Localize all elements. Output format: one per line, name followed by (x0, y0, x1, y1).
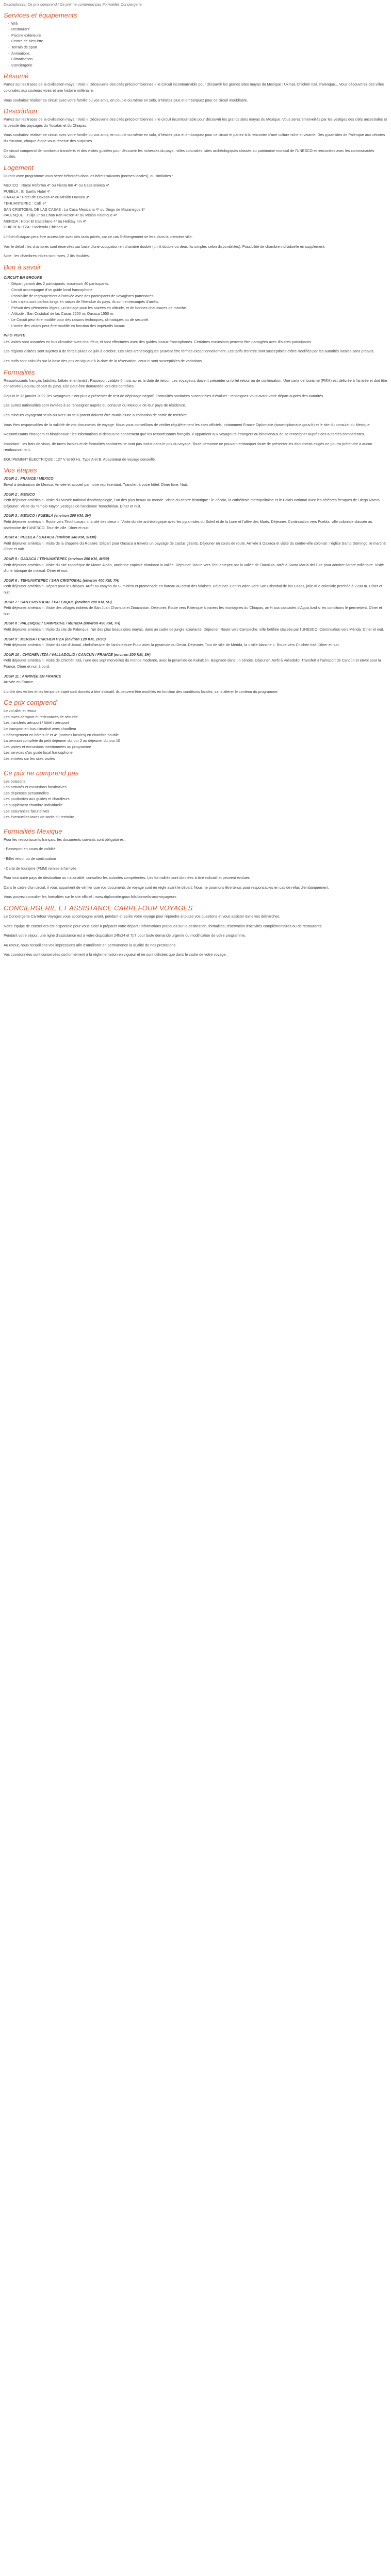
conciergerie-body (4, 913, 387, 958)
paragraph: Au retour, nous recueillons vos impressions afin d'améliorer en permanence la qualité de nos prestations. (4, 942, 176, 947)
bon-subtitle: CIRCUIT EN GROUPE (4, 275, 42, 280)
etapes-note: L'ordre des visites et les temps de trajet sont donnés à titre indicatif, ils peuvent être modifiés en fonction des conditions locales, sans altérer le contenu du programme. (4, 689, 279, 694)
paragraph: Les visites sont assurées en bus climatisé avec chauffeur, et sont effectuées avec des guides locaux francophones. Certaines excursions peuvent être partagées avec d'autres participants. (4, 339, 312, 344)
paragraph: Dans le cadre d'un circuit, il vous appartient de vérifier que vos documents de voyage sont en règle avant le départ. Nous ne pourrions être tenus pour responsables en cas de refus d'embarquement. (4, 885, 330, 890)
bon-list (4, 281, 387, 329)
list-item: CHICHEN ITZA : Hacienda Chichen 4* (4, 225, 68, 230)
list-item: - Circuit accompagné d'un guide local francophone. (8, 287, 387, 293)
description-body (4, 116, 387, 160)
day-text: Petit déjeuner américain. Route vers Teotihuacan, « la cité des dieux ». Visite du site archéologique avec les pyramides du Soleil et de la Lune et l'allée des Morts. Déjeuner. Continuation vers Puebla, ville coloniale classée au patrimoine de l'UNESCO. Tour de ville. Dîner et nuit. (4, 519, 372, 530)
formalites-mexique-title: Formalités Mexique (4, 827, 62, 835)
etapes-days (4, 476, 387, 685)
day-text: Envol à destination de Mexico. Arrivée et accueil par notre représentant. Transfert à votre hôtel. Dîner libre. Nuit. (4, 482, 188, 487)
list-item: - Les trajets sont parfois longs en raison de l'étendue du pays, ils sont entrecoupés d'arrêts. (8, 299, 387, 305)
day-heading: JOUR 2 : MEXICO (4, 492, 35, 497)
day-heading: JOUR 9 : MERIDA / CHICHEN ITZA (environ 120 KM, 2H30) (4, 636, 106, 641)
list-item: Les visites et excursions mentionnées au programme (4, 744, 91, 749)
paragraph: Vous souhaitez réaliser ce circuit avec votre famille ou vos amis, en couple ou même en solo, n'hésitez plus et embarquez pour ce circuit inoubliable. (4, 97, 248, 103)
list-item: - Prévoir des vêtements légers, un lainage pour les soirées en altitude, et de bonnes chaussures de marche. (8, 305, 387, 311)
day-heading: JOUR 10 : CHICHEN ITZA / VALLADOLID / CANCUN / FRANCE (environ 200 KM, 3H) (4, 652, 151, 657)
list-item: Les activités et excursions facultatives (4, 785, 67, 790)
logement-hotels (4, 182, 387, 234)
day-heading: JOUR 1 : FRANCE / MEXICO (4, 476, 54, 481)
list-item: - Possibilité de regroupement à l'arrivée avec des participants de voyagistes partenaires. (8, 293, 387, 299)
list-item: - Terrain de sport (8, 44, 387, 50)
list-item: - Restaurant (8, 26, 387, 32)
paragraph: Ressortissants français (adultes, bébés et enfants) : Passeport valable 6 mois après la date de retour. Les voyageurs doivent présenter un billet retour ou de continuation. Une carte de tourisme (FMM) est délivrée à l'arrivée et doit être conservée jusqu'au départ du pays. Elle peut être demandée lors des contrôles. (4, 378, 387, 389)
list-item: L'hébergement en hôtels 3* et 4* (normes locales) en chambre double (4, 732, 119, 737)
paragraph: Note : les chambres triples sont rares, 2 lits doubles. (4, 253, 90, 259)
prix-comprend-list (4, 708, 387, 765)
services-list (4, 21, 387, 69)
list-item: - L'ordre des visites peut être modifié en fonction des impératifs locaux. (8, 323, 387, 329)
day-text: Petit déjeuner américain. Visite du site d'Uxmal, chef-d'œuvre de l'architecture Puuc avec la pyramide du Devin. Déjeuner. Tour de ville de Mérida, la « ville blanche ». Route vers Chichén Itzá. Dîner et nuit. (4, 642, 340, 648)
paragraph: Ressortissants étrangers et binationaux : les informations ci-dessus ne concernent que les ressortissants français. Il appartient aux voyageurs étrangers ou binationaux de se renseigner auprès des autorités compétentes. (4, 432, 365, 437)
paragraph: - Passeport en cours de validité (4, 846, 56, 852)
list-item: OAXACA : Hotel de Oaxaca 4* ou Misión Oaxaca 3* (4, 195, 90, 200)
list-item: MEXICO : Royal Reforma 4* ou Fiesta Inn 4* ou Casa Blanca 4* (4, 183, 109, 188)
paragraph: Les tarifs sont calculés sur la base des prix en vigueur à la date de la réservation, ceux-ci sont susceptibles de variations. (4, 358, 203, 363)
day-heading: JOUR 8 : PALENQUE / CAMPECHE / MERIDA (environ 490 KM, 7H) (4, 621, 121, 626)
paragraph: ÉQUIPEMENT ÉLECTRIQUE : 127 V et 60 Hz. Type A et B. Adaptateur de voyage conseillé. (4, 456, 156, 462)
resume-body (4, 81, 387, 103)
list-item: - Climatisation (8, 56, 387, 62)
paragraph: Vos coordonnées sont conservées conformément à la réglementation en vigueur et ne sont utilisées que dans le cadre de votre voyage. (4, 952, 227, 957)
day-text: Petit déjeuner américain. Visite du site de Palenque, l'un des plus beaux sites mayas, dans un cadre de jungle luxuriante. Déjeuner. Route vers Campeche, ville fortifiée classée par l'UNESCO. Continuation vers Mérida. Dîner et nuit. (4, 626, 384, 632)
list-item: Le vol aller et retour (4, 708, 37, 714)
paragraph: Pour les ressortissants français, les documents suivants sont obligatoires : (4, 837, 126, 842)
paragraph: Voir le détail : les chambres sont réservées sur base d'une occupation en chambre double (un lit double ou deux lits simples selon disponibilités). Possibilité de chambre individuelle en supplément. (4, 244, 325, 249)
list-item: - Animations (8, 50, 387, 57)
logement-body (4, 234, 387, 259)
paragraph: Vous êtes responsables de la validité de vos documents de voyage. Nous vous conseillons de vérifier régulièrement les sites officiels, notamment France Diplomatie (www.diplomatie.gouv.fr) et le site du consulat du Mexique. (4, 422, 371, 427)
etapes-title: Vos étapes (4, 466, 37, 474)
info-visite-title: INFO VISITE (4, 333, 25, 338)
paragraph: Important : les frais de visas, de taxes locales et de formalités sanitaires ne sont pas inclus dans le prix du voyage. Toute personne ne pouvant embarquer faute de présenter les documents exigés ne pourra prétendre à aucun remboursement. (4, 441, 372, 452)
paragraph: - Billet retour ou de continuation (4, 856, 56, 861)
day-text: Petit déjeuner américain. Visite de la chapelle du Rosaire. Départ pour Oaxaca à travers un paysage de cactus géants. Déjeuner en cours de route. Arrivée à Oaxaca et visite du centre-ville colonial : l'église Santo Domingo, le marché. Dîner et nuit. (4, 540, 387, 552)
logement-title: Logement (4, 163, 34, 172)
intro-line: Description(s) Ce prix comprend / Ce prix ne comprend pas Formalités Conciergerie (4, 2, 142, 7)
day-heading: JOUR 4 : PUEBLA / OAXACA (environ 340 KM, 5H30) (4, 535, 96, 540)
day-text: Petit déjeuner américain. Visite du site zapotèque de Monte Albán, ancienne capitale dominant la vallée. Déjeuner. Route vers Tehuantepec par la vallée de Tlacolula, arrêt à Santa María del Tule pour admirer l'arbre millénaire. Visite d'une fabrique de mezcal. Dîner et nuit. (4, 562, 384, 573)
spacer (4, 762, 387, 766)
paragraph: Partez sur les traces de la civilisation maya ! Voici « Découverte des cités précolombiennes » le circuit incontournable pour découvrir les grands sites mayas du Mexique. Vous serez émerveillés par les vestiges des cités ancestrales et la beauté des paysages du Yucatan et du Chiapas. (4, 117, 387, 128)
list-item: La pension complète du petit déjeuner du jour 2 au déjeuner du jour 10 (4, 738, 120, 743)
list-item: SAN CRISTOBAL DE LAS CASAS : La Casa Mexicana 4* ou Diego de Mazariegos 3* (4, 207, 145, 212)
day-heading: JOUR 5 : OAXACA / TEHUANTEPEC (environ 250 KM, 4H30) (4, 556, 109, 561)
paragraph: L'hôtel d'Ixtapan peut être accessible avec des taxis privés, car ce cas l'hébergement se fera dans la première ville. (4, 234, 193, 240)
day-text: Petit déjeuner américain. Départ pour le Chiapas. Arrêt au canyon du Sumidero et promenade en bateau au cœur des falaises. Déjeuner. Continuation vers San Cristobal de las Casas, jolie ville coloniale perchée à 2200 m. Dîner et nuit. (4, 584, 382, 595)
day-text: Petit déjeuner américain. Visite de Chichén Itzá, l'une des sept merveilles du monde moderne, avec la pyramide de Kukulcán. Baignade dans un cénote. Déjeuner. Arrêt à Valladolid. Transfert à l'aéroport de Cancún et envol pour la France. Dîner et nuit à bord. (4, 658, 381, 669)
day-text: Petit déjeuner américain. Visite des villages indiens de San Juan Chamula et Zinacantan. Déjeuner. Route vers Palenque à travers les montagnes du Chiapas, arrêt aux cascades d'Agua Azul si les conditions le permettent. Dîner et nuit. (4, 605, 382, 616)
paragraph: Pour tout autre pays de destination ou nationalité, consultez les autorités compétentes. Les formalités sont données à titre indicatif et peuvent évoluer. (4, 875, 250, 880)
conciergerie-title: CONCIERGERIE ET ASSISTANCE CARREFOUR VOYAGES (4, 904, 193, 912)
list-item: Les taxes aéroport et redevances de sécurité (4, 714, 78, 719)
list-item: PALENQUE : Tulija 3* ou Chan Kah Resort 4* ou Mision Palenque 4* (4, 213, 118, 218)
paragraph: Ce circuit comprend de nombreux transferts et des visites guidées pour découvrir les richesses du pays : villes coloniales, sites archéologiques classés au patrimoine mondial de l'UNESCO et rencontres avec les communautés locales. (4, 148, 374, 159)
spacer (4, 230, 387, 234)
paragraph: Les autres nationalités sont invitées à se renseigner auprès du consulat du Mexique de leur pays de résidence. (4, 403, 186, 408)
list-item: - Le Circuit peut être modifié pour des raisons techniques, climatiques ou de sécurité. (8, 317, 387, 323)
spacer (4, 820, 387, 824)
list-item: Les éventuelles taxes de sortie du territoire (4, 815, 75, 820)
list-item: Les transferts aéroport / hôtel / aéroport (4, 720, 69, 725)
list-item: - Centre de bien-être (8, 38, 387, 44)
list-item: - Altitude : San Cristobal de las Casas 2200 m, Oaxaca 1550 m. (8, 311, 387, 317)
list-item: Les dépenses personnelles (4, 790, 49, 795)
list-item: MERIDA : Hotel El Castellano 4* ou Holiday Inn 4* (4, 218, 87, 224)
formalites-title: Formalités (4, 368, 35, 376)
list-item: PUEBLA : El Sueño Hotel 4* (4, 189, 51, 194)
day-heading: JOUR 6 : TEHUANTEPEC / SAN CRISTOBAL (environ 400 KM, 7H) (4, 578, 120, 583)
list-item: Les services d'un guide local francophone (4, 750, 73, 755)
list-item: - Piscine extérieure (8, 32, 387, 39)
list-item: Les assurances facultatives (4, 808, 50, 814)
page-content (0, 0, 391, 958)
formalites-body (4, 378, 387, 463)
prix-comprend-title: Ce prix comprend (4, 699, 57, 707)
list-item: TEHUANTEPEC : Calli 3* (4, 201, 46, 206)
day-text: Arrivée en France. (4, 680, 35, 685)
paragraph: Les mineurs voyageant seuls ou avec un seul parent doivent être munis d'une autorisation de sortie de territoire. (4, 412, 188, 417)
day-text: Petit déjeuner américain. Visite du Musée national d'anthropologie, l'un des plus beaux au monde. Visite du centre historique : le Zócalo, la cathédrale métropolitaine et le Palais national avec les célèbres fresques de Diego Rivera. Déjeuner. Visite du Templo Mayor, vestiges de l'ancienne Tenochtitlan. Dîner et nuit. (4, 498, 381, 509)
list-item: - Départ garanti dès 2 participants, maximum 40 participants. (8, 281, 387, 287)
paragraph: - Carte de tourisme (FMM) remise à l'arrivée (4, 866, 77, 871)
paragraph: Depuis le 12 janvier 2022, les voyageurs n'ont plus à présenter de test de dépistage négatif. Formalités sanitaires susceptibles d'évoluer : renseignez-vous avant votre départ auprès des autorités. (4, 393, 324, 398)
list-item: - Wifi (8, 21, 387, 27)
prix-ne-comprend-title: Ce prix ne comprend pas (4, 769, 79, 777)
day-heading: JOUR 11 : ARRIVÉE EN FRANCE (4, 673, 61, 679)
paragraph: Notre équipe de conseillers est disponible pour vous aider à préparer votre départ : informations pratiques sur la destination, formalités, réservation d'activités complémentaires ou de restaurants. (4, 923, 322, 928)
list-item: Le transport en bus climatisé avec chauffeur (4, 726, 76, 732)
paragraph: Les régions visitées sont sujettes à de fortes pluies de juin à octobre. Les sites archéologiques peuvent être fermés exceptionnellement. Les tarifs d'entrée sont susceptibles d'être modifiés par les autorités locales sans préavis. (4, 349, 374, 354)
resume-title: Résumé (4, 72, 29, 80)
description-title: Description (4, 107, 38, 115)
paragraph: Pendant votre séjour, une ligne d'assistance est à votre disposition 24h/24 et 7j/7 pour toute demande urgente ou modification de votre programme. (4, 933, 246, 938)
paragraph: Vous pouvez consulter les formalités sur le site officiel : www.diplomatie.gouv.fr/fr/conseils-aux-voyageurs (4, 894, 176, 900)
services-title: Services et équipements (4, 11, 77, 19)
list-item: Les boissons (4, 778, 25, 784)
bon-a-savoir-title: Bon à savoir (4, 263, 41, 271)
list-item: Les pourboires aux guides et chauffeurs (4, 796, 70, 802)
day-heading: JOUR 3 : MEXICO / PUEBLA (environ 200 KM, 3H) (4, 513, 91, 518)
paragraph: Vous souhaitez réaliser ce circuit avec votre famille ou vos amis, en couple ou même en solo, n'hésitez plus et embarquez pour ce circuit et partez à la rencontre d'une culture riche et vivante. Des pyramides de Palenque aux cénotes du Yucatan, chaque étape vous réserve des surprises. (4, 132, 385, 143)
bon-body (4, 339, 387, 364)
prix-ne-comprend-list (4, 778, 387, 824)
day-heading: JOUR 7 : SAN CRISTOBAL / PALENQUE (environ 200 KM, 5H) (4, 599, 112, 604)
list-item: Les entrées sur les sites visités (4, 756, 55, 761)
list-item: Le supplément chambre individuelle (4, 803, 63, 807)
list-item: - Conciergerie (8, 62, 387, 69)
paragraph: Partez sur les traces de la civilisation maya ! Voici « Découverte des cités précolombiennes » le Circuit incontournable pour découvrir les grands sites mayas du Mexique : Uxmal, Chichén Itzá, Palenque... Vous découvrirez des villes coloniales aux couleurs vives et une histoire millénaire. (4, 82, 384, 93)
paragraph: Le Conciergerie Carrefour Voyages vous accompagne avant, pendant et après votre voyage pour répondre à toutes vos questions et vous assister dans vos démarches. (4, 913, 281, 919)
formalites-mexique-body (4, 837, 387, 900)
logement-intro: Durant votre programme vous serez hébergés dans les hôtels suivants (normes locales), ou similaires : (4, 173, 173, 178)
